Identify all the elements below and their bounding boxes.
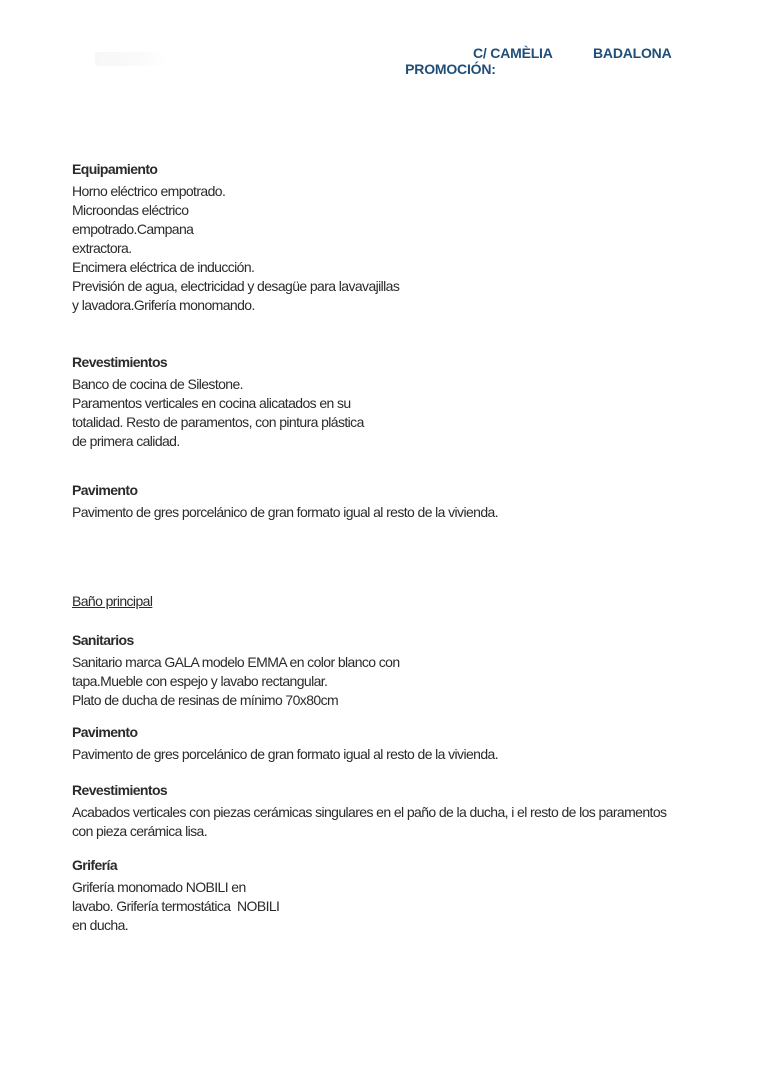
promotion-label: PROMOCIÓN: (405, 61, 496, 77)
section-line: totalidad. Resto de paramentos, con pintura plástica (72, 414, 364, 430)
promotion-street: C/ CAMÈLIA (473, 45, 553, 61)
section-line: Grifería monomado NOBILI en (72, 879, 246, 895)
section-heading: Revestimientos (72, 354, 168, 370)
section-line: con pieza cerámica lisa. (72, 823, 207, 839)
section-heading: Pavimento (72, 482, 138, 498)
promotion-city: BADALONA (593, 45, 672, 61)
section-line: Sanitario marca GALA modelo EMMA en color blanco con (72, 654, 400, 670)
section-sanitarios (72, 631, 732, 710)
section-line: Microondas eléctrico (72, 202, 189, 218)
section-heading: Baño principal (72, 593, 153, 609)
section-pavimento (72, 481, 732, 522)
section-revestimientos (72, 353, 732, 451)
section-heading: Grifería (72, 857, 117, 873)
section-line: en ducha. (72, 917, 129, 933)
section-line: y lavadora.Grifería monomando. (72, 297, 255, 313)
section-line: Acabados verticales con piezas cerámicas singulares en el paño de la ducha, i el resto de los paramentos (72, 804, 667, 820)
section-griferia (72, 856, 732, 935)
section-line: Pavimento de gres porcelánico de gran formato igual al resto de la vivienda. (72, 746, 499, 762)
section-pavimento (72, 723, 732, 764)
section-revestimientos (72, 781, 732, 841)
section-heading: Pavimento (72, 724, 138, 740)
document-header (0, 0, 763, 90)
faded-logo-watermark (95, 52, 167, 66)
section-line: Plato de ducha de resinas de mínimo 70x80cm (72, 692, 339, 708)
section-line: Horno eléctrico empotrado. (72, 183, 226, 199)
section-heading: Sanitarios (72, 632, 134, 648)
section-line: Pavimento de gres porcelánico de gran formato igual al resto de la vivienda. (72, 504, 499, 520)
promotion-header (383, 45, 672, 125)
section-equipamiento (72, 160, 732, 315)
section-line: Banco de cocina de Silestone. (72, 376, 243, 392)
section-line: tapa.Mueble con espejo y lavabo rectangular. (72, 673, 328, 689)
section-line: lavabo. Grifería termostática NOBILI (72, 898, 280, 914)
section-line: extractora. (72, 240, 132, 256)
section-line: de primera calidad. (72, 433, 180, 449)
section-line: Encimera eléctrica de inducción. (72, 259, 255, 275)
section-line: empotrado.Campana (72, 221, 194, 237)
section-line: Previsión de agua, electricidad y desagüe para lavavajillas (72, 278, 400, 294)
section-heading: Revestimientos (72, 782, 168, 798)
section-line: Paramentos verticales en cocina alicatados en su (72, 395, 351, 411)
section-heading: Equipamiento (72, 161, 158, 177)
section-bano-principal (72, 592, 732, 614)
